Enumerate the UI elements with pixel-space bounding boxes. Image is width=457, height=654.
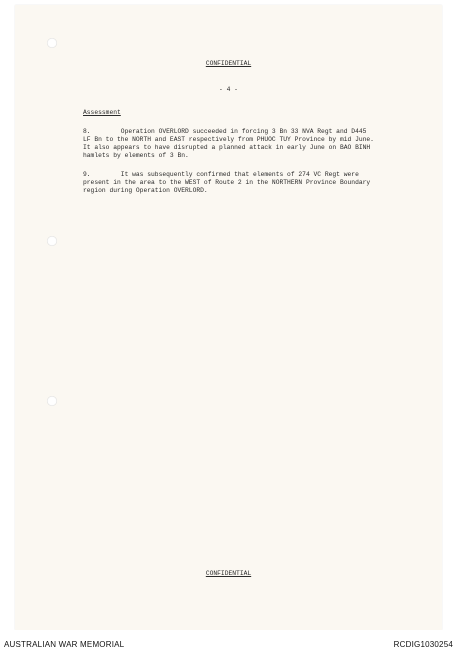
paragraph-line: 9. It was subsequently confirmed that elements of 274 VC Regt were — [83, 171, 359, 178]
archive-footer — [0, 630, 457, 654]
section-heading: Assessment — [83, 109, 121, 116]
paragraph-line: 8. Operation OVERLORD succeeded in forcing 3 Bn 33 NVA Regt and D445 — [83, 128, 367, 135]
classification-top-label: CONFIDENTIAL — [205, 60, 252, 67]
paragraph-line: It also appears to have disrupted a planned attack in early June on BAO BINH — [83, 144, 371, 151]
document-page — [15, 5, 442, 630]
punch-hole-middle — [47, 236, 57, 246]
paragraph-line: hamlets by elements of 3 Bn. — [83, 152, 189, 159]
classification-bottom — [15, 570, 442, 578]
paragraph-line: LF Bn to the NORTH and EAST respectively from PHUOC TUY Province by mid June. — [83, 136, 374, 143]
classification-top — [15, 60, 442, 68]
paragraph-line: region during Operation OVERLORD. — [83, 187, 208, 194]
paragraph-8 — [83, 128, 413, 160]
page-number: - 4 - — [219, 86, 238, 93]
punch-hole-bottom — [47, 396, 57, 406]
punch-hole-top — [47, 38, 57, 48]
paragraph-9 — [83, 171, 413, 195]
paragraph-line: present in the area to the WEST of Route 2 in the NORTHERN Province Boundary — [83, 179, 371, 186]
classification-bottom-label: CONFIDENTIAL — [205, 570, 252, 577]
reference-code: RCDIG1030254 — [393, 640, 453, 649]
institution-label: AUSTRALIAN WAR MEMORIAL — [4, 640, 125, 649]
